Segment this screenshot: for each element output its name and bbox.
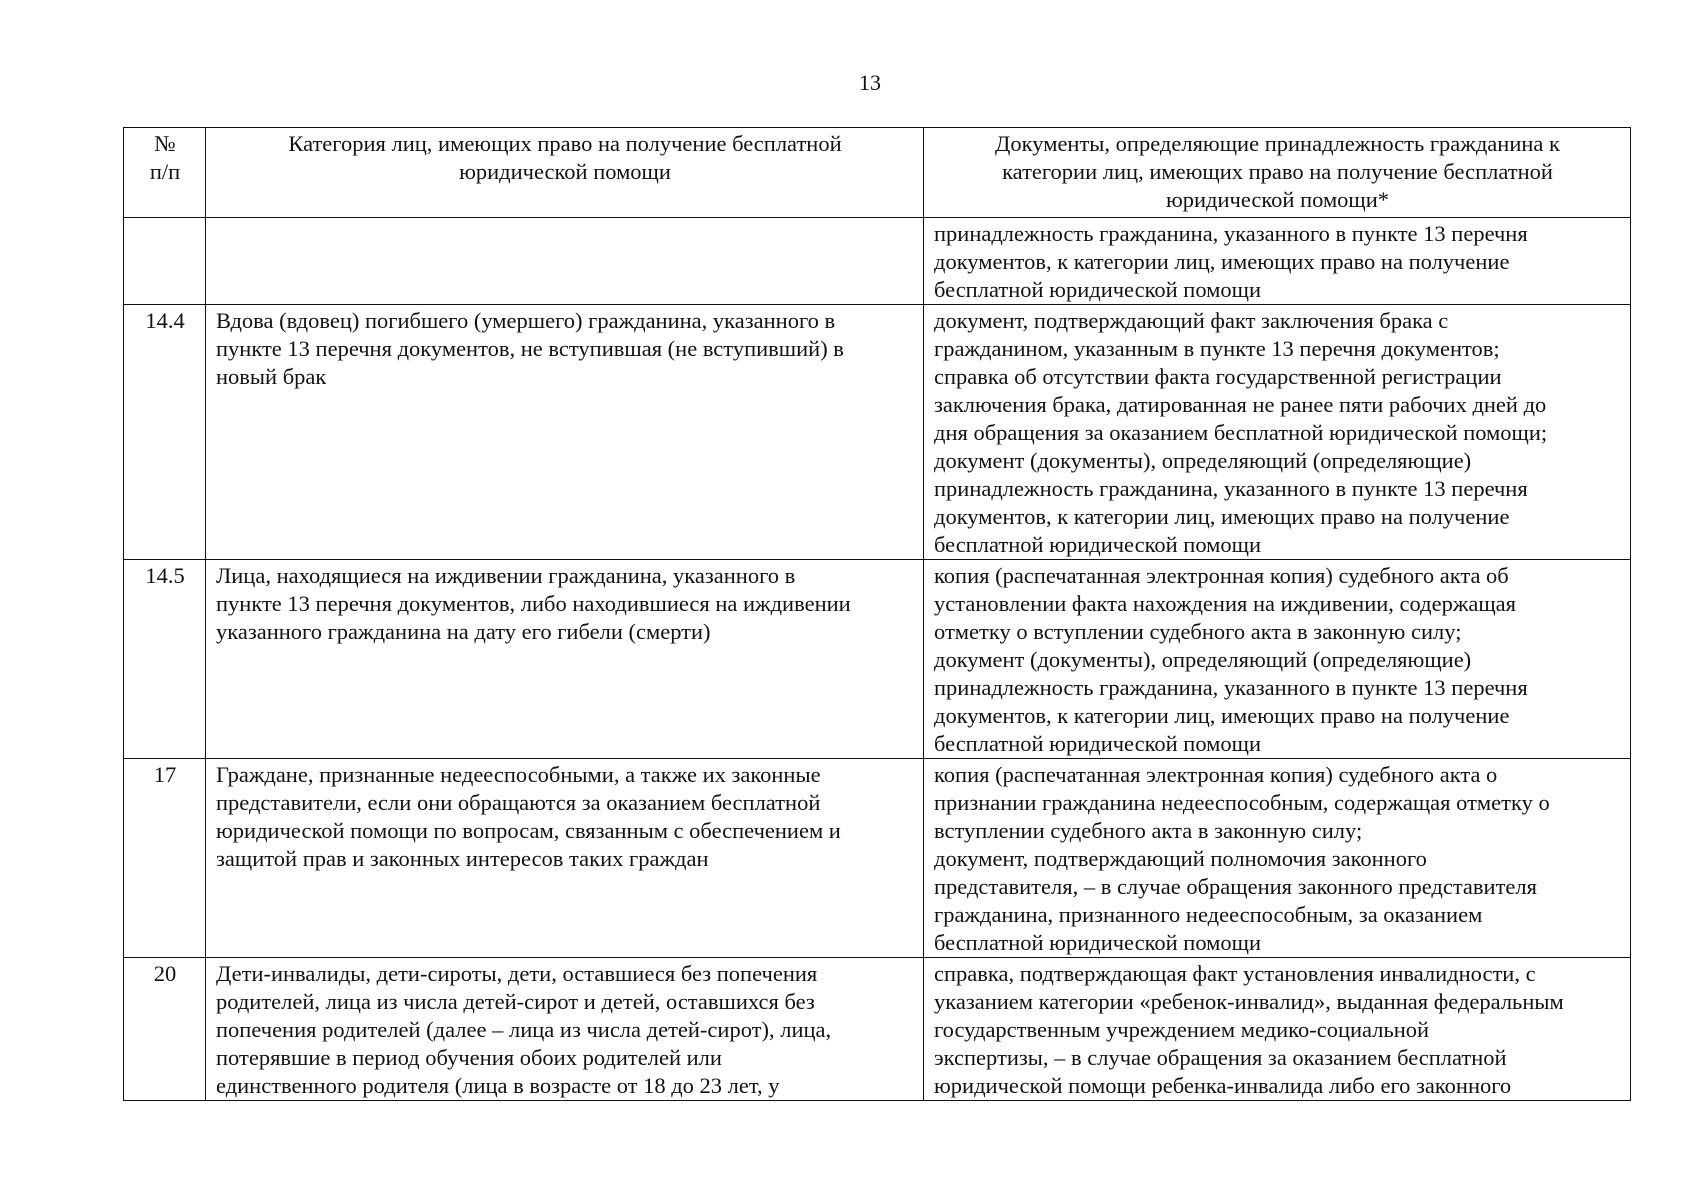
row-number: 20 (124, 958, 206, 1101)
header-documents: Документы, определяющие принадлежность гражданина к категории лиц, имеющих право на получение бесплатной юридической помощи* (924, 128, 1631, 218)
table-row (124, 305, 1631, 560)
row-category (206, 218, 924, 305)
row-category: Дети-инвалиды, дети-сироты, дети, оставшиеся без попечения родителей, лица из числа детей-сирот и детей, оставшихся без попечения родителей (далее – лица из числа детей-сирот), лица, потерявшие в период обучения обоих родителей или единственного родителя (лица в возрасте от 18 до 23 лет, у (206, 958, 924, 1101)
row-number (124, 218, 206, 305)
table-header-row (124, 128, 1631, 218)
row-category: Лица, находящиеся на иждивении гражданина, указанного в пункте 13 перечня документов, либо находившиеся на иждивении указанного гражданина на дату его гибели (смерти) (206, 560, 924, 759)
row-number: 14.4 (124, 305, 206, 560)
header-number: № п/п (124, 128, 206, 218)
table-row (124, 958, 1631, 1101)
row-documents: справка, подтверждающая факт установления инвалидности, с указанием категории «ребенок-инвалид», выданная федеральным государственным учреждением медико-социальной экспертизы, – в случае обращения за оказанием бесплатной юридической помощи ребенка-инвалида либо его законного (924, 958, 1631, 1101)
table-row (124, 759, 1631, 958)
row-number: 14.5 (124, 560, 206, 759)
table-row (124, 560, 1631, 759)
row-documents: документ, подтверждающий факт заключения брака с гражданином, указанным в пункте 13 перечня документов; справка об отсутствии факта государственной регистрации заключения брака, датированная не ранее пяти рабочих дней до дня обращения за оказанием бесплатной юридической помощи; документ (документы), определяющий (определяющие) принадлежность гражданина, указанного в пункте 13 перечня документов, к категории лиц, имеющих право на получение бесплатной юридической помощи (924, 305, 1631, 560)
page-number: 13 (859, 70, 881, 95)
row-documents: копия (распечатанная электронная копия) судебного акта о признании гражданина недееспособным, содержащая отметку о вступлении судебного акта в законную силу; документ, подтверждающий полномочия законного представителя, – в случае обращения законного представителя гражданина, признанного недееспособным, за оказанием бесплатной юридической помощи (924, 759, 1631, 958)
legal-aid-documents-table (123, 127, 1631, 1101)
row-category: Вдова (вдовец) погибшего (умершего) гражданина, указанного в пункте 13 перечня документов, не вступившая (не вступивший) в новый брак (206, 305, 924, 560)
row-category: Граждане, признанные недееспособными, а также их законные представители, если они обращаются за оказанием бесплатной юридической помощи по вопросам, связанным с обеспечением и защитой прав и законных интересов таких граждан (206, 759, 924, 958)
table-row (124, 218, 1631, 305)
row-documents: принадлежность гражданина, указанного в пункте 13 перечня документов, к категории лиц, имеющих право на получение бесплатной юридической помощи (924, 218, 1631, 305)
row-number: 17 (124, 759, 206, 958)
header-category: Категория лиц, имеющих право на получение бесплатной юридической помощи (206, 128, 924, 218)
row-documents: копия (распечатанная электронная копия) судебного акта об установлении факта нахождения на иждивении, содержащая отметку о вступлении судебного акта в законную силу; документ (документы), определяющий (определяющие) принадлежность гражданина, указанного в пункте 13 перечня документов, к категории лиц, имеющих право на получение бесплатной юридической помощи (924, 560, 1631, 759)
